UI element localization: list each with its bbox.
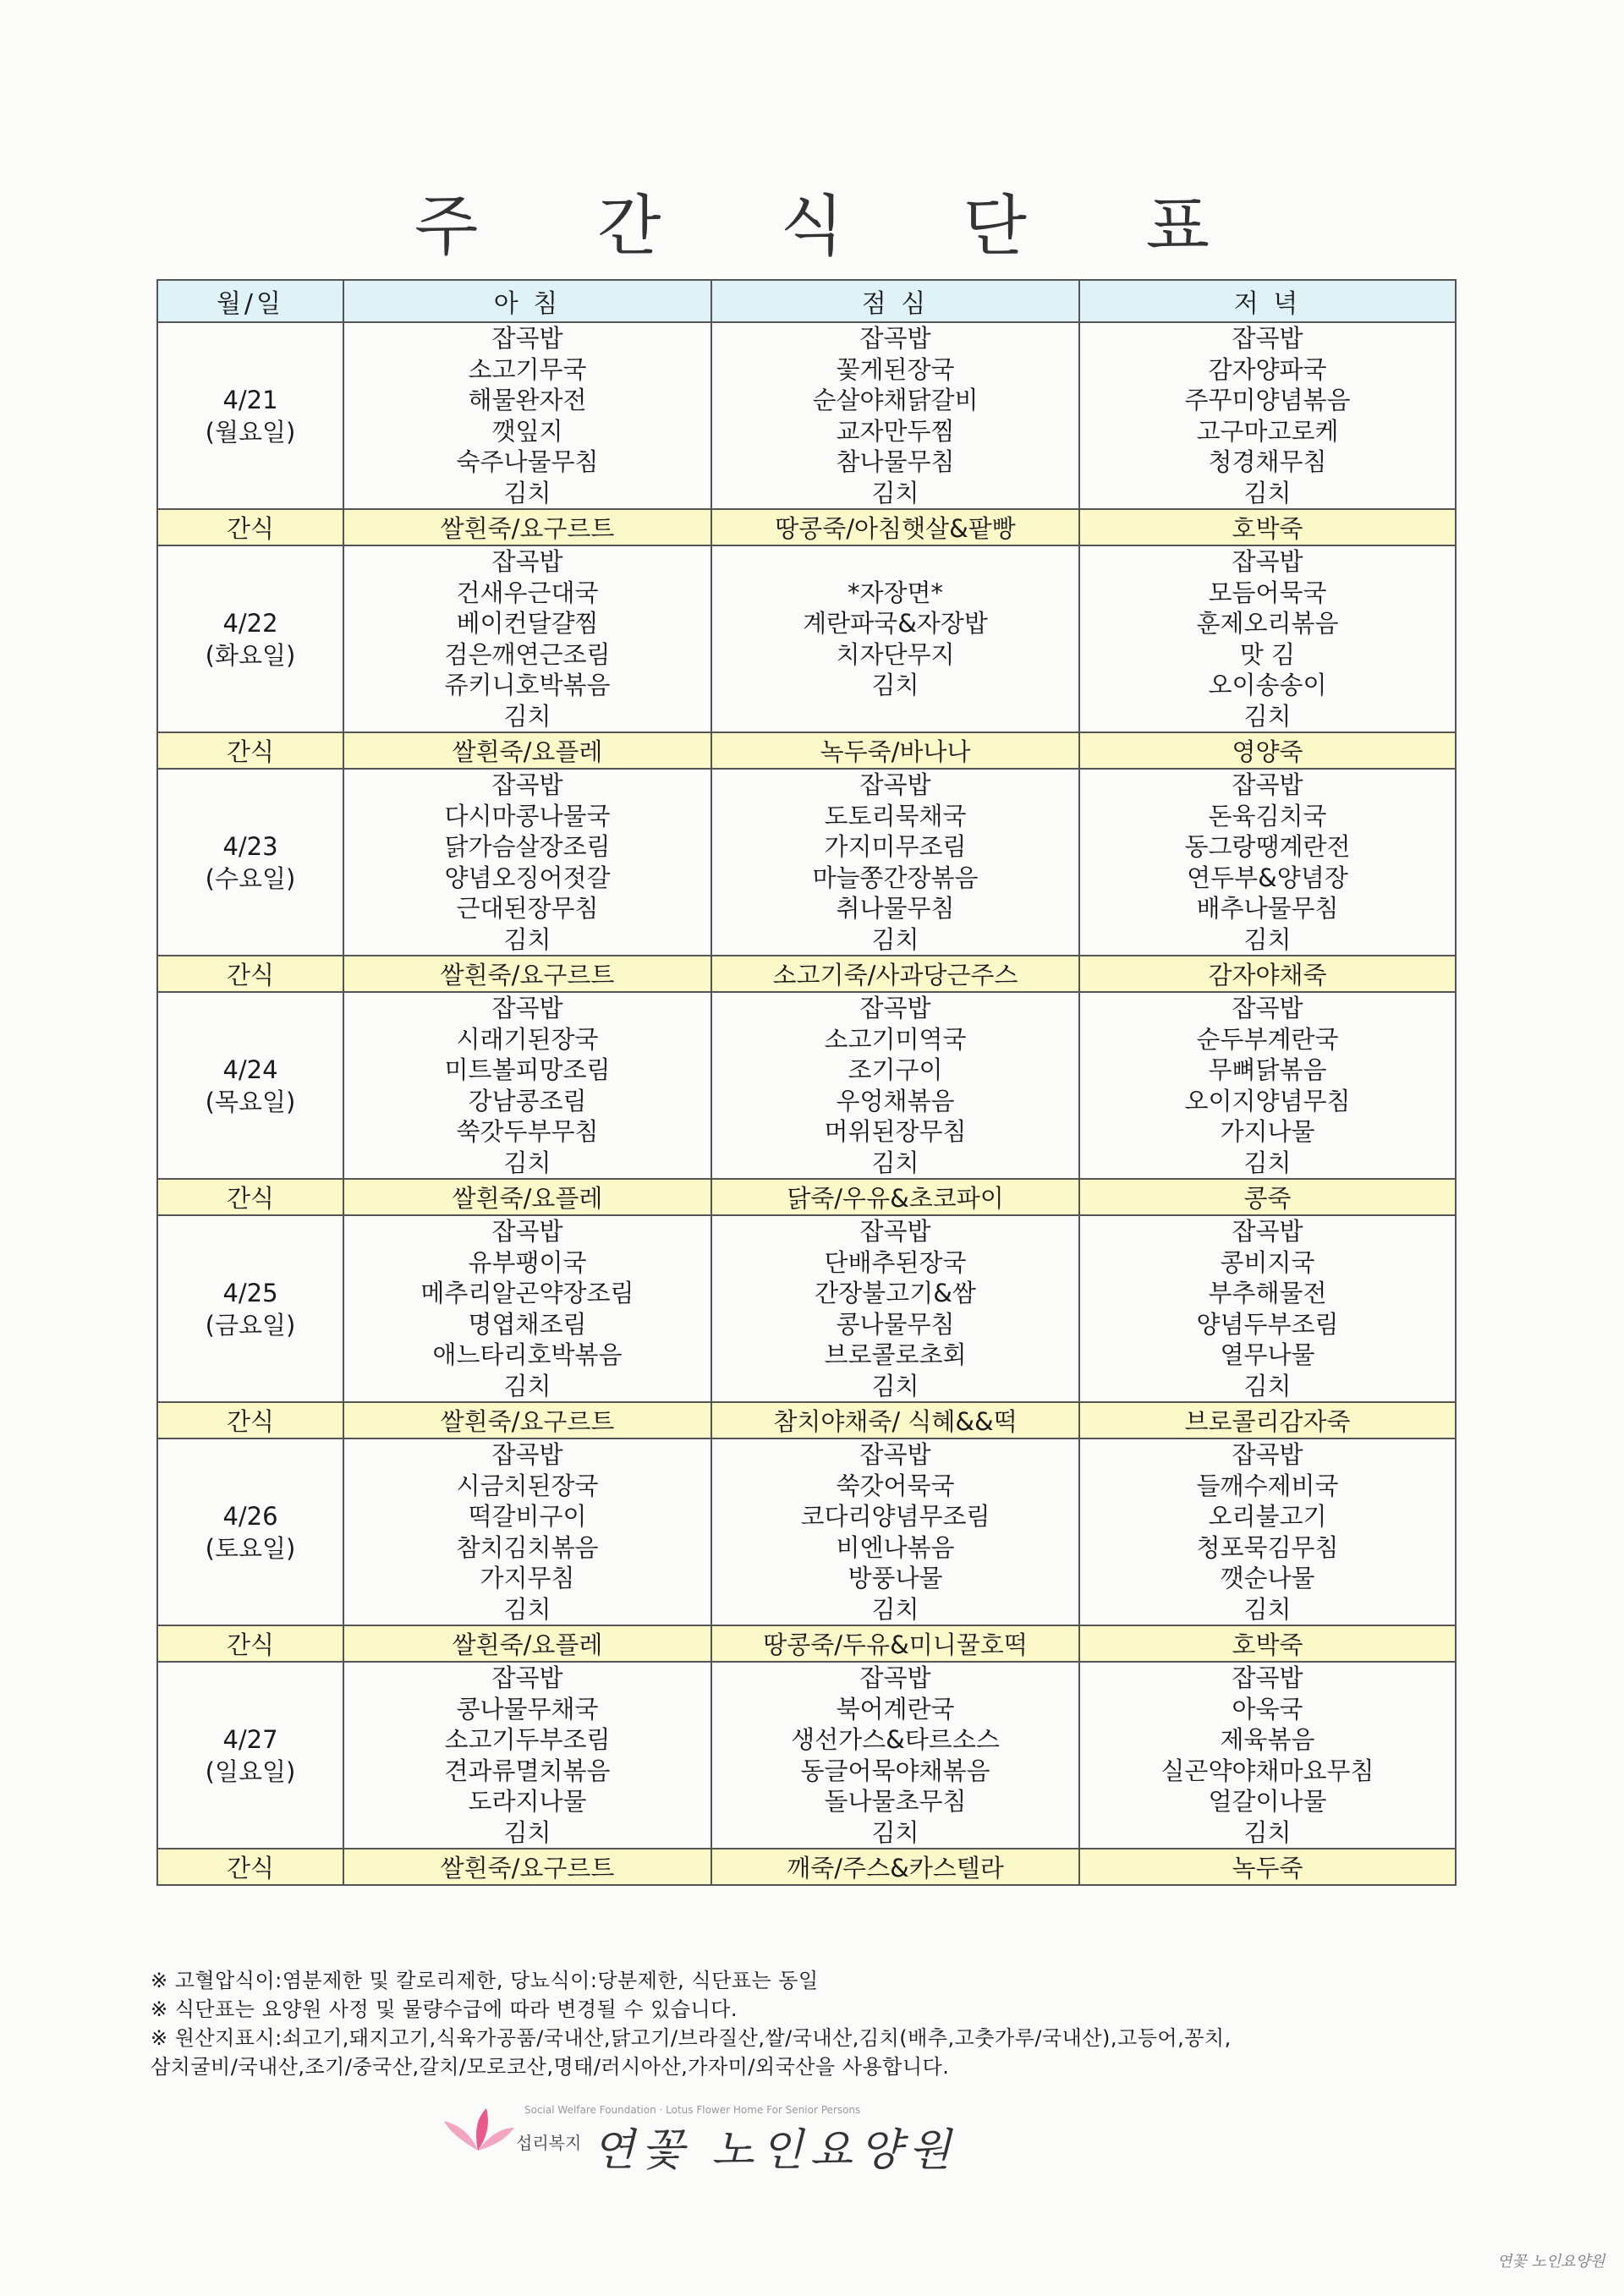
menu-item: 김치	[871, 924, 919, 954]
menu-item: 숙주나물무침	[456, 447, 599, 476]
snack-label: 간식	[157, 509, 343, 545]
snack-row	[157, 732, 1456, 769]
weekday-label: (수요일)	[205, 863, 296, 893]
menu-item: 베이컨달걀찜	[456, 609, 599, 638]
lunch-cell	[711, 769, 1079, 956]
menu-item: 오리불고기	[1208, 1502, 1327, 1531]
menu-item: 얼갈이나물	[1208, 1787, 1327, 1816]
snack-label: 간식	[157, 1849, 343, 1885]
menu-item: 들깨수제비국	[1196, 1471, 1339, 1500]
breakfast-cell	[343, 769, 711, 956]
snack-row	[157, 509, 1456, 545]
menu-item: 잡곡밥	[859, 1663, 931, 1692]
menu-item: 쑥갓두부무침	[456, 1117, 599, 1146]
dinner-cell	[1079, 322, 1456, 509]
snack-item: 호박죽	[1079, 509, 1456, 545]
menu-item: 코다리양념무조림	[800, 1502, 990, 1531]
day-row	[157, 769, 1456, 956]
day-row	[157, 1662, 1456, 1849]
day-row	[157, 545, 1456, 732]
date-label: 4/22	[222, 608, 278, 638]
menu-item: 잡곡밥	[1232, 994, 1303, 1022]
menu-item: 잡곡밥	[1232, 324, 1303, 353]
menu-item: 열무나물	[1220, 1340, 1315, 1369]
menu-item: 쥬키니호박볶음	[444, 671, 611, 699]
menu-item: 깻잎지	[491, 416, 563, 446]
dinner-cell	[1079, 769, 1456, 956]
snack-label: 간식	[157, 1402, 343, 1438]
lunch-cell	[711, 545, 1079, 732]
header-breakfast: 아 침	[343, 280, 711, 322]
menu-item: 순두부계란국	[1196, 1024, 1339, 1054]
menu-item: 쑥갓어묵국	[836, 1471, 955, 1500]
snack-label: 간식	[157, 1179, 343, 1215]
snack-row	[157, 1402, 1456, 1438]
menu-item: 청경채무침	[1208, 447, 1327, 476]
menu-item: 연두부&양념장	[1187, 863, 1348, 892]
footnote: ※ 식단표는 요양원 사정 및 물량수급에 따라 변경될 수 있습니다.	[151, 1997, 738, 2021]
weekday-label: (목요일)	[205, 1087, 296, 1116]
menu-item: 도토리묵채국	[824, 801, 967, 830]
day-date-cell	[157, 1438, 343, 1625]
menu-item: 김치	[1243, 1371, 1292, 1400]
menu-item: 소고기미역국	[824, 1024, 967, 1054]
menu-item: 콩비지국	[1220, 1247, 1315, 1277]
menu-item: 생선가스&타르소스	[791, 1725, 1000, 1754]
weekday-label: (금요일)	[205, 1310, 296, 1340]
lunch-cell	[711, 992, 1079, 1179]
day-row	[157, 1438, 1456, 1625]
corner-stamp: 연꽃 노인요양원	[1497, 2253, 1605, 2271]
menu-item: 잡곡밥	[859, 324, 931, 353]
menu-item: 김치	[871, 1817, 919, 1847]
snack-label: 간식	[157, 732, 343, 769]
snack-item: 영양죽	[1079, 732, 1456, 769]
snack-item: 쌀흰죽/요구르트	[343, 956, 711, 992]
snack-item: 참치야채죽/ 식혜&&떡	[711, 1402, 1079, 1438]
header-lunch: 점 심	[711, 280, 1079, 322]
menu-item: 잡곡밥	[1232, 1663, 1303, 1692]
menu-item: 김치	[1243, 1148, 1292, 1177]
menu-item: 감자양파국	[1208, 354, 1327, 384]
menu-item: 마늘쫑간장볶음	[812, 863, 979, 892]
weekday-label: (일요일)	[205, 1756, 296, 1786]
page-title: 주 간 식 단 표	[414, 189, 1259, 265]
header-date: 월/일	[157, 280, 343, 322]
menu-item: 참나물무침	[836, 447, 955, 476]
menu-item: 잡곡밥	[859, 1217, 931, 1246]
menu-item: 간장불고기&쌈	[815, 1279, 976, 1307]
menu-item: 검은깨연근조림	[444, 639, 611, 669]
menu-item: 모듬어묵국	[1208, 578, 1327, 607]
menu-item: 잡곡밥	[1232, 1440, 1303, 1469]
menu-item: 청포묵김무침	[1196, 1532, 1339, 1562]
lunch-cell	[711, 1215, 1079, 1402]
menu-item: 무뼈닭볶음	[1208, 1055, 1327, 1084]
weekday-label: (화요일)	[205, 640, 296, 670]
logo-small-text: Social Welfare Foundation · Lotus Flower Home For Senior Persons	[524, 2104, 861, 2116]
menu-item: 잡곡밥	[859, 994, 931, 1022]
menu-item: 순살야채닭갈비	[812, 386, 979, 414]
breakfast-cell	[343, 1438, 711, 1625]
dinner-cell	[1079, 545, 1456, 732]
menu-item: 양념두부조림	[1196, 1309, 1339, 1339]
day-date-cell	[157, 992, 343, 1179]
menu-item: 잡곡밥	[1232, 547, 1303, 576]
snack-item: 쌀흰죽/요플레	[343, 1179, 711, 1215]
menu-item: 김치	[871, 1371, 919, 1400]
menu-item: 해물완자전	[468, 386, 587, 414]
menu-item: 배추나물무침	[1196, 894, 1339, 923]
menu-item: 가지미무조림	[824, 832, 967, 861]
snack-item: 쌀흰죽/요구르트	[343, 1849, 711, 1885]
menu-item: 방풍나물	[848, 1564, 943, 1592]
menu-item: 단배추된장국	[824, 1247, 967, 1277]
dinner-cell	[1079, 1662, 1456, 1849]
breakfast-cell	[343, 992, 711, 1179]
snack-item: 브로콜리감자죽	[1079, 1402, 1456, 1438]
menu-item: 소고기두부조림	[444, 1725, 611, 1754]
snack-item: 쌀흰죽/요플레	[343, 1625, 711, 1662]
menu-item: 잡곡밥	[491, 1663, 563, 1692]
footnote: ※ 고혈압식이:염분제한 및 칼로리제한, 당뇨식이:당분제한, 식단표는 동일	[151, 1969, 819, 1992]
menu-item: 김치	[1243, 924, 1292, 954]
menu-item: 명엽채조림	[468, 1309, 587, 1339]
breakfast-cell	[343, 322, 711, 509]
menu-item: 유부팽이국	[468, 1247, 587, 1277]
menu-item: 돌나물초무침	[824, 1787, 967, 1816]
menu-item: 김치	[871, 671, 919, 699]
day-date-cell	[157, 545, 343, 732]
menu-item: 근대된장무침	[456, 894, 599, 923]
menu-item: 고구마고로케	[1196, 416, 1339, 446]
logo-label-name: 연꽃 노인요양원	[592, 2125, 958, 2176]
menu-item: 오이지양념무침	[1184, 1086, 1351, 1115]
menu-item: 교자만두찜	[836, 416, 955, 446]
snack-row	[157, 1849, 1456, 1885]
table-header-row	[157, 280, 1456, 322]
menu-item: 잡곡밥	[491, 1217, 563, 1246]
menu-item: 잡곡밥	[491, 324, 563, 353]
menu-item: 김치	[503, 924, 551, 954]
menu-item: *자장면*	[847, 578, 944, 607]
weekly-menu-table	[156, 279, 1457, 1886]
date-label: 4/21	[222, 385, 278, 414]
weekday-label: (월요일)	[205, 417, 296, 447]
date-label: 4/25	[222, 1278, 278, 1307]
menu-item: 계란파국&자장밥	[803, 609, 988, 638]
footnotes	[151, 1966, 1470, 2081]
menu-item: 주꾸미양념볶음	[1184, 386, 1351, 414]
menu-item: 오이송송이	[1208, 671, 1327, 699]
menu-item: 김치	[503, 1817, 551, 1847]
menu-item: 가지나물	[1220, 1117, 1315, 1146]
menu-item: 실곤약야채마요무침	[1160, 1756, 1374, 1785]
weekday-label: (토요일)	[205, 1533, 296, 1563]
dinner-cell	[1079, 992, 1456, 1179]
menu-item: 김치	[503, 1148, 551, 1177]
menu-item: 맛 김	[1239, 639, 1296, 669]
menu-item: 부추해물전	[1208, 1279, 1327, 1307]
day-date-cell	[157, 769, 343, 956]
breakfast-cell	[343, 545, 711, 732]
dinner-cell	[1079, 1215, 1456, 1402]
snack-row	[157, 956, 1456, 992]
menu-item: 다시마콩나물국	[444, 801, 611, 830]
menu-item: 김치	[871, 1594, 919, 1624]
menu-item: 취나물무침	[836, 894, 955, 923]
menu-item: 훈제오리볶음	[1196, 609, 1339, 638]
facility-logo	[440, 2104, 1083, 2176]
menu-item: 비엔나볶음	[836, 1532, 955, 1562]
snack-label: 간식	[157, 956, 343, 992]
menu-item: 김치	[503, 1371, 551, 1400]
menu-item: 떡갈비구이	[468, 1502, 587, 1531]
menu-item: 김치	[503, 1594, 551, 1624]
snack-row	[157, 1179, 1456, 1215]
menu-item: 김치	[503, 478, 551, 507]
footnote: 삼치굴비/국내산,조기/중국산,갈치/모로코산,명태/러시아산,가자미/외국산을 사용합니다.	[151, 2055, 950, 2079]
menu-item: 참치김치볶음	[456, 1532, 599, 1562]
day-row	[157, 1215, 1456, 1402]
menu-item: 조기구이	[848, 1055, 943, 1084]
snack-item: 쌀흰죽/요플레	[343, 732, 711, 769]
menu-item: 치자단무지	[836, 639, 955, 669]
day-row	[157, 992, 1456, 1179]
breakfast-cell	[343, 1662, 711, 1849]
logo-label-foundation: 섭리복지	[516, 2133, 582, 2153]
menu-item: 잡곡밥	[491, 770, 563, 799]
menu-item: 잡곡밥	[1232, 770, 1303, 799]
menu-item: 잡곡밥	[859, 770, 931, 799]
menu-item: 김치	[871, 1148, 919, 1177]
menu-item: 가지무침	[480, 1564, 575, 1592]
menu-item: 잡곡밥	[491, 994, 563, 1022]
menu-item: 돈육김치국	[1208, 801, 1327, 830]
menu-item: 김치	[1243, 701, 1292, 731]
dinner-cell	[1079, 1438, 1456, 1625]
menu-item: 콩나물무침	[836, 1309, 955, 1339]
menu-item: 애느타리호박볶음	[432, 1340, 623, 1369]
footnote: ※ 원산지표시:쇠고기,돼지고기,식육가공품/국내산,닭고기/브라질산,쌀/국내산,김치(배추,고춧가루/국내산),고등어,꽁치,	[151, 2026, 1232, 2050]
menu-body	[157, 322, 1456, 1885]
menu-item: 아욱국	[1232, 1694, 1303, 1723]
snack-item: 쌀흰죽/요구르트	[343, 509, 711, 545]
day-date-cell	[157, 322, 343, 509]
menu-item: 동그랑땡계란전	[1184, 832, 1351, 861]
menu-item: 닭가슴살장조림	[444, 832, 611, 861]
lunch-cell	[711, 1438, 1079, 1625]
menu-item: 잡곡밥	[1232, 1217, 1303, 1246]
snack-row	[157, 1625, 1456, 1662]
date-label: 4/24	[222, 1055, 278, 1084]
menu-item: 브로콜로초회	[824, 1340, 967, 1369]
menu-item: 메추리알곤약장조림	[420, 1279, 634, 1307]
date-label: 4/23	[222, 831, 278, 861]
menu-item: 김치	[503, 701, 551, 731]
day-row	[157, 322, 1456, 509]
date-label: 4/27	[222, 1724, 278, 1754]
menu-item: 김치	[871, 478, 919, 507]
menu-item: 머위된장무침	[824, 1117, 967, 1146]
menu-item: 건새우근대국	[456, 578, 599, 607]
menu-item: 양념오징어젓갈	[444, 863, 611, 892]
menu-item: 김치	[1243, 1594, 1292, 1624]
snack-item: 깨죽/주스&카스텔라	[711, 1849, 1079, 1885]
menu-item: 잡곡밥	[859, 1440, 931, 1469]
lotus-icon	[440, 2104, 516, 2155]
menu-item: 강남콩조림	[468, 1086, 587, 1115]
snack-item: 녹두죽/바나나	[711, 732, 1079, 769]
breakfast-cell	[343, 1215, 711, 1402]
menu-item: 미트볼피망조림	[444, 1055, 611, 1084]
menu-item: 잡곡밥	[491, 547, 563, 576]
menu-item: 시래기된장국	[456, 1024, 599, 1054]
lunch-cell	[711, 322, 1079, 509]
date-label: 4/26	[222, 1501, 278, 1531]
menu-item: 북어계란국	[836, 1694, 955, 1723]
menu-item: 도라지나물	[468, 1787, 587, 1816]
day-date-cell	[157, 1662, 343, 1849]
snack-item: 녹두죽	[1079, 1849, 1456, 1885]
menu-item: 우엉채볶음	[836, 1086, 955, 1115]
snack-item: 감자야채죽	[1079, 956, 1456, 992]
menu-item: 콩나물무채국	[456, 1694, 599, 1723]
menu-item: 제육볶음	[1220, 1725, 1315, 1754]
menu-item: 김치	[1243, 1817, 1292, 1847]
menu-item: 견과류멸치볶음	[444, 1756, 611, 1785]
snack-item: 땅콩죽/아침햇살&팥빵	[711, 509, 1079, 545]
snack-item: 닭죽/우유&초코파이	[711, 1179, 1079, 1215]
menu-item: 깻순나물	[1220, 1564, 1315, 1592]
menu-item: 소고기무국	[468, 354, 587, 384]
day-date-cell	[157, 1215, 343, 1402]
snack-item: 호박죽	[1079, 1625, 1456, 1662]
menu-item: 꽃게된장국	[836, 354, 955, 384]
menu-item: 동글어묵야채볶음	[800, 1756, 990, 1785]
menu-item: 김치	[1243, 478, 1292, 507]
snack-item: 쌀흰죽/요구르트	[343, 1402, 711, 1438]
menu-item: 잡곡밥	[491, 1440, 563, 1469]
lunch-cell	[711, 1662, 1079, 1849]
menu-item: 시금치된장국	[456, 1471, 599, 1500]
snack-item: 소고기죽/사과당근주스	[711, 956, 1079, 992]
header-dinner: 저 녁	[1079, 280, 1456, 322]
snack-item: 콩죽	[1079, 1179, 1456, 1215]
snack-item: 땅콩죽/두유&미니꿀호떡	[711, 1625, 1079, 1662]
snack-label: 간식	[157, 1625, 343, 1662]
